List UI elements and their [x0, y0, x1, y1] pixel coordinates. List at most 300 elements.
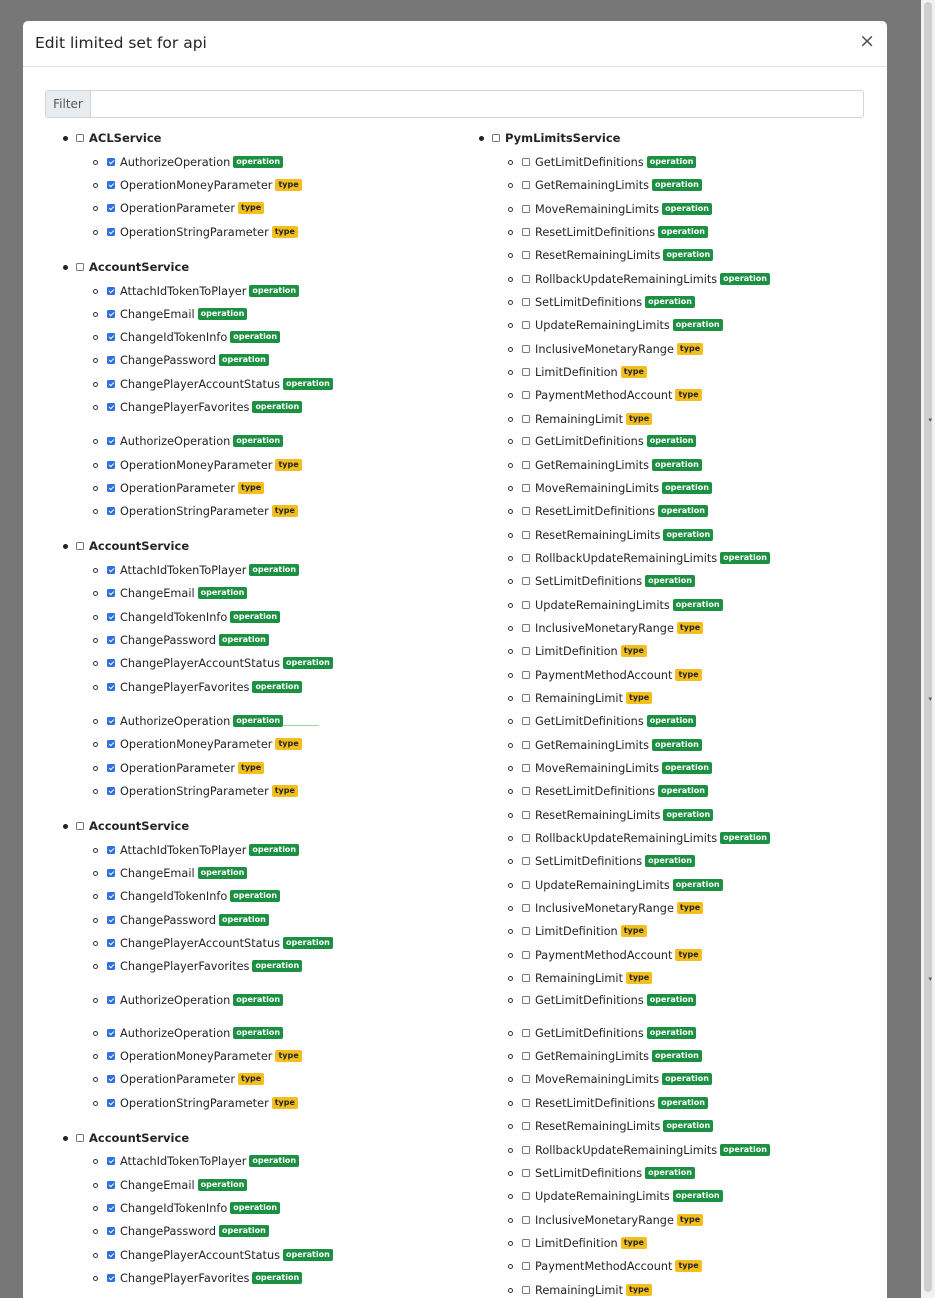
item-checkbox[interactable] — [522, 624, 530, 632]
item-label: ChangeEmail — [120, 307, 195, 321]
list-item — [508, 1282, 652, 1298]
item-label: AttachIdTokenToPlayer — [120, 284, 247, 298]
service-label: AccountService — [89, 260, 190, 274]
circle-bullet-icon — [508, 556, 513, 561]
operation-badge: operation — [219, 354, 269, 366]
circle-bullet-icon — [93, 463, 98, 468]
operation-badge: operation — [662, 762, 712, 774]
item-checkbox[interactable] — [522, 298, 530, 306]
operation-badge: operation — [720, 832, 770, 844]
operation-badge: operation — [647, 994, 697, 1006]
page-scrollbar[interactable] — [921, 0, 935, 1298]
circle-bullet-icon — [508, 533, 513, 538]
operation-badge: operation — [658, 505, 708, 517]
operation-badge: operation — [230, 1202, 280, 1214]
item-checkbox[interactable] — [522, 811, 530, 819]
operation-badge: operation — [233, 156, 283, 168]
circle-bullet-icon — [93, 918, 98, 923]
item-label: AuthorizeOperation — [120, 434, 231, 448]
item-label: ChangeIdTokenInfo — [120, 889, 228, 903]
list-item — [508, 877, 723, 893]
type-badge: type — [675, 1260, 701, 1272]
list-item — [508, 947, 702, 963]
circle-bullet-icon — [93, 789, 98, 794]
item-checkbox[interactable] — [522, 647, 530, 655]
item-checkbox[interactable] — [107, 717, 115, 725]
circle-bullet-icon — [93, 742, 98, 747]
list-item — [508, 573, 695, 589]
circle-bullet-icon — [508, 766, 513, 771]
operation-badge: operation — [249, 285, 299, 297]
circle-bullet-icon — [508, 836, 513, 841]
item-label: ResetLimitDefinitions — [535, 504, 656, 518]
list-item — [508, 690, 652, 706]
operation-badge: operation — [652, 459, 702, 471]
circle-bullet-icon — [93, 439, 98, 444]
type-badge: type — [677, 902, 703, 914]
item-checkbox[interactable] — [107, 287, 115, 295]
item-checkbox[interactable] — [107, 484, 115, 492]
item-checkbox[interactable] — [107, 158, 115, 166]
service-checkbox[interactable] — [76, 1134, 84, 1142]
circle-bullet-icon — [93, 1183, 98, 1188]
operation-badge: operation — [198, 867, 248, 879]
circle-bullet-icon — [508, 463, 513, 468]
list-item — [93, 958, 302, 974]
circle-bullet-icon — [508, 953, 513, 958]
item-checkbox[interactable] — [107, 1157, 115, 1165]
item-checkbox[interactable] — [522, 1286, 530, 1294]
item-checkbox[interactable] — [107, 228, 115, 236]
list-item — [508, 317, 723, 333]
item-checkbox[interactable] — [107, 566, 115, 574]
service-node — [63, 538, 189, 554]
circle-bullet-icon — [93, 591, 98, 596]
item-label: LimitDefinition — [535, 644, 618, 658]
item-checkbox[interactable] — [107, 380, 115, 388]
service-checkbox[interactable] — [76, 263, 84, 271]
service-checkbox[interactable] — [492, 134, 500, 142]
operation-badge: operation — [662, 1073, 712, 1085]
item-label: ResetRemainingLimits — [535, 1119, 661, 1133]
list-item — [508, 783, 708, 799]
list-item — [508, 457, 702, 473]
list-item — [508, 900, 703, 916]
item-checkbox[interactable] — [107, 589, 115, 597]
operation-badge: operation — [645, 296, 695, 308]
item-checkbox[interactable] — [522, 391, 530, 399]
operation-badge: operation — [249, 564, 299, 576]
circle-bullet-icon — [508, 1241, 513, 1246]
item-checkbox[interactable] — [107, 1204, 115, 1212]
item-checkbox[interactable] — [522, 601, 530, 609]
scrollbar-thumb[interactable] — [924, 2, 932, 1292]
list-item — [508, 807, 713, 823]
list-item — [508, 177, 702, 193]
list-item — [93, 224, 298, 240]
item-label: GetLimitDefinitions — [535, 1026, 644, 1040]
item-label: OperationMoneyParameter — [120, 737, 273, 751]
item-label: RemainingLimit — [535, 1283, 623, 1297]
operation-badge: operation — [283, 378, 333, 390]
circle-bullet-icon — [93, 1229, 98, 1234]
circle-bullet-icon — [508, 883, 513, 888]
circle-bullet-icon — [508, 649, 513, 654]
item-label: AttachIdTokenToPlayer — [120, 1154, 247, 1168]
item-label: ChangePlayerFavorites — [120, 1271, 250, 1285]
operation-badge: operation — [645, 575, 695, 587]
item-checkbox[interactable] — [522, 1169, 530, 1177]
close-button[interactable]: × — [859, 30, 875, 52]
type-badge: type — [677, 343, 703, 355]
item-label: OperationParameter — [120, 761, 235, 775]
list-item — [508, 364, 647, 380]
item-label: ChangePlayerAccountStatus — [120, 936, 281, 950]
circle-bullet-icon — [93, 486, 98, 491]
item-checkbox[interactable] — [107, 356, 115, 364]
list-item — [508, 853, 695, 869]
item-label: ResetLimitDefinitions — [535, 225, 656, 239]
operation-badge: operation — [252, 681, 302, 693]
type-badge: type — [621, 925, 647, 937]
list-item — [508, 737, 702, 753]
operation-badge: operation — [252, 1272, 302, 1284]
item-checkbox[interactable] — [107, 1099, 115, 1107]
scroll-marker-icon: ▾ — [928, 416, 932, 424]
item-label: RollbackUpdateRemainingLimits — [535, 551, 718, 565]
service-checkbox[interactable] — [76, 822, 84, 830]
item-checkbox[interactable] — [107, 659, 115, 667]
item-label: LimitDefinition — [535, 365, 618, 379]
item-checkbox[interactable] — [522, 717, 530, 725]
item-checkbox[interactable] — [107, 962, 115, 970]
item-checkbox[interactable] — [522, 834, 530, 842]
service-label: AccountService — [89, 1131, 190, 1145]
item-checkbox[interactable] — [522, 1052, 530, 1060]
item-checkbox[interactable] — [522, 507, 530, 515]
item-checkbox[interactable] — [522, 577, 530, 585]
item-checkbox[interactable] — [522, 461, 530, 469]
item-checkbox[interactable] — [107, 740, 115, 748]
circle-bullet-icon — [93, 1077, 98, 1082]
item-label: PaymentMethodAccount — [535, 668, 673, 682]
item-checkbox[interactable] — [522, 694, 530, 702]
item-checkbox[interactable] — [522, 321, 530, 329]
item-label: InclusiveMonetaryRange — [535, 621, 674, 635]
item-checkbox[interactable] — [107, 204, 115, 212]
item-checkbox[interactable] — [107, 1251, 115, 1259]
list-item — [93, 306, 247, 322]
item-label: ChangePlayerFavorites — [120, 680, 250, 694]
list-item — [508, 550, 770, 566]
item-checkbox[interactable] — [107, 939, 115, 947]
item-checkbox[interactable] — [107, 1052, 115, 1060]
service-node — [63, 130, 161, 146]
filter-input[interactable] — [91, 91, 863, 117]
list-item — [508, 433, 696, 449]
item-checkbox[interactable] — [107, 403, 115, 411]
item-checkbox[interactable] — [107, 1227, 115, 1235]
circle-bullet-icon — [508, 998, 513, 1003]
item-label: InclusiveMonetaryRange — [535, 1213, 674, 1227]
circle-bullet-icon — [508, 347, 513, 352]
item-label: OperationParameter — [120, 201, 235, 215]
circle-bullet-icon — [508, 230, 513, 235]
list-item — [93, 888, 280, 904]
operation-badge: operation — [230, 331, 280, 343]
item-checkbox[interactable] — [522, 1262, 530, 1270]
scroll-marker-icon: ▾ — [928, 695, 932, 703]
type-badge: type — [275, 459, 301, 471]
item-checkbox[interactable] — [107, 636, 115, 644]
item-checkbox[interactable] — [522, 415, 530, 423]
item-label: ChangePassword — [120, 353, 217, 367]
list-item — [93, 457, 302, 473]
item-checkbox[interactable] — [522, 158, 530, 166]
item-checkbox[interactable] — [107, 916, 115, 924]
list-item — [93, 1071, 264, 1087]
item-checkbox[interactable] — [522, 1239, 530, 1247]
list-item — [93, 760, 264, 776]
bullet-icon — [63, 824, 68, 829]
operation-badge: operation — [645, 1167, 695, 1179]
item-checkbox[interactable] — [522, 764, 530, 772]
item-checkbox[interactable] — [522, 974, 530, 982]
circle-bullet-icon — [508, 743, 513, 748]
modal-header — [23, 21, 887, 67]
item-checkbox[interactable] — [522, 787, 530, 795]
list-item — [508, 992, 696, 1008]
item-checkbox[interactable] — [107, 310, 115, 318]
item-label: ChangePlayerAccountStatus — [120, 377, 281, 391]
bullet-icon — [63, 1136, 68, 1141]
item-label: ChangePlayerAccountStatus — [120, 1248, 281, 1262]
circle-bullet-icon — [93, 1101, 98, 1106]
circle-bullet-icon — [93, 941, 98, 946]
service-node — [63, 818, 189, 834]
filter-label: Filter — [46, 91, 91, 117]
circle-bullet-icon — [93, 719, 98, 724]
circle-bullet-icon — [508, 696, 513, 701]
item-label: AttachIdTokenToPlayer — [120, 843, 247, 857]
circle-bullet-icon — [508, 976, 513, 981]
item-checkbox[interactable] — [522, 275, 530, 283]
list-item — [508, 247, 713, 263]
item-label: SetLimitDefinitions — [535, 854, 643, 868]
item-checkbox[interactable] — [107, 333, 115, 341]
scroll-marker-icon: ▾ — [928, 975, 932, 983]
list-item — [508, 970, 652, 986]
service-label: PymLimitsService — [505, 131, 621, 145]
circle-bullet-icon — [508, 906, 513, 911]
item-label: ResetRemainingLimits — [535, 808, 661, 822]
operation-badge: operation — [233, 994, 283, 1006]
type-badge: type — [238, 202, 264, 214]
item-label: LimitDefinition — [535, 1236, 618, 1250]
item-checkbox[interactable] — [522, 1192, 530, 1200]
item-checkbox[interactable] — [522, 996, 530, 1004]
circle-bullet-icon — [93, 871, 98, 876]
circle-bullet-icon — [93, 615, 98, 620]
list-item — [508, 1025, 696, 1041]
item-checkbox[interactable] — [522, 1029, 530, 1037]
item-checkbox[interactable] — [522, 205, 530, 213]
operation-badge: operation — [249, 844, 299, 856]
operation-badge: operation — [658, 226, 708, 238]
item-label: MoveRemainingLimits — [535, 1072, 660, 1086]
item-label: GetLimitDefinitions — [535, 155, 644, 169]
item-checkbox[interactable] — [522, 1099, 530, 1107]
item-checkbox[interactable] — [107, 683, 115, 691]
item-checkbox[interactable] — [107, 996, 115, 1004]
item-checkbox[interactable] — [522, 531, 530, 539]
item-label: RemainingLimit — [535, 971, 623, 985]
list-item — [93, 679, 302, 695]
list-item — [508, 1142, 770, 1158]
item-checkbox[interactable] — [522, 1075, 530, 1083]
item-checkbox[interactable] — [107, 787, 115, 795]
item-checkbox[interactable] — [522, 951, 530, 959]
circle-bullet-icon — [93, 1276, 98, 1281]
bullet-icon — [63, 136, 68, 141]
item-checkbox[interactable] — [522, 857, 530, 865]
item-label: RemainingLimit — [535, 691, 623, 705]
item-checkbox[interactable] — [107, 181, 115, 189]
item-label: RollbackUpdateRemainingLimits — [535, 1143, 718, 1157]
circle-bullet-icon — [508, 486, 513, 491]
item-checkbox[interactable] — [522, 671, 530, 679]
item-label: RollbackUpdateRemainingLimits — [535, 272, 718, 286]
item-checkbox[interactable] — [107, 1029, 115, 1037]
list-item — [93, 562, 299, 578]
type-badge: type — [621, 1237, 647, 1249]
circle-bullet-icon — [93, 312, 98, 317]
item-label: UpdateRemainingLimits — [535, 1189, 670, 1203]
item-checkbox[interactable] — [107, 1181, 115, 1189]
list-item — [508, 503, 708, 519]
list-item — [508, 830, 770, 846]
list-item — [93, 376, 333, 392]
item-checkbox[interactable] — [107, 613, 115, 621]
list-item — [508, 480, 712, 496]
item-checkbox[interactable] — [522, 251, 530, 259]
item-checkbox[interactable] — [522, 1122, 530, 1130]
operation-badge: operation — [663, 529, 713, 541]
type-badge: type — [272, 505, 298, 517]
circle-bullet-icon — [508, 626, 513, 631]
list-item — [93, 1095, 298, 1111]
list-item — [508, 1071, 712, 1087]
circle-bullet-icon — [508, 1218, 513, 1223]
circle-bullet-icon — [93, 405, 98, 410]
item-checkbox[interactable] — [107, 1075, 115, 1083]
circle-bullet-icon — [508, 789, 513, 794]
item-checkbox[interactable] — [107, 892, 115, 900]
type-badge: type — [675, 389, 701, 401]
circle-bullet-icon — [508, 719, 513, 724]
item-label: ChangeIdTokenInfo — [120, 610, 228, 624]
bullet-icon — [63, 544, 68, 549]
item-checkbox[interactable] — [522, 741, 530, 749]
service-node — [63, 259, 189, 275]
circle-bullet-icon — [508, 579, 513, 584]
item-label: PaymentMethodAccount — [535, 1259, 673, 1273]
circle-bullet-icon — [93, 1206, 98, 1211]
item-checkbox[interactable] — [107, 764, 115, 772]
item-label: GetLimitDefinitions — [535, 714, 644, 728]
list-item — [508, 713, 696, 729]
item-label: AuthorizeOperation — [120, 1026, 231, 1040]
service-checkbox[interactable] — [76, 542, 84, 550]
list-item — [508, 341, 703, 357]
list-item — [93, 783, 298, 799]
item-label: GetRemainingLimits — [535, 458, 650, 472]
item-checkbox[interactable] — [522, 368, 530, 376]
list-item — [93, 154, 283, 170]
service-node — [479, 130, 620, 146]
item-label: OperationParameter — [120, 481, 235, 495]
item-checkbox[interactable] — [522, 1216, 530, 1224]
type-badge: type — [621, 366, 647, 378]
circle-bullet-icon — [508, 673, 513, 678]
item-checkbox[interactable] — [522, 228, 530, 236]
circle-bullet-icon — [508, 603, 513, 608]
type-badge: type — [675, 949, 701, 961]
item-checkbox[interactable] — [107, 507, 115, 515]
item-checkbox[interactable] — [107, 1274, 115, 1282]
list-item — [93, 865, 247, 881]
item-label: UpdateRemainingLimits — [535, 598, 670, 612]
item-label: AuthorizeOperation — [120, 993, 231, 1007]
list-item — [508, 643, 647, 659]
item-checkbox[interactable] — [522, 484, 530, 492]
item-checkbox[interactable] — [107, 869, 115, 877]
item-checkbox[interactable] — [522, 181, 530, 189]
item-label: OperationStringParameter — [120, 225, 269, 239]
circle-bullet-icon — [93, 382, 98, 387]
item-checkbox[interactable] — [522, 1146, 530, 1154]
list-item — [508, 1048, 702, 1064]
item-label: OperationParameter — [120, 1072, 235, 1086]
list-item — [93, 329, 280, 345]
list-item — [93, 992, 283, 1008]
item-checkbox[interactable] — [522, 345, 530, 353]
operation-badge: operation — [673, 879, 723, 891]
item-label: ChangeEmail — [120, 586, 195, 600]
service-checkbox[interactable] — [76, 134, 84, 142]
list-item — [93, 1177, 247, 1193]
list-item — [93, 1223, 269, 1239]
list-item — [93, 1048, 302, 1064]
item-checkbox[interactable] — [522, 904, 530, 912]
item-checkbox[interactable] — [522, 437, 530, 445]
item-checkbox[interactable] — [107, 437, 115, 445]
circle-bullet-icon — [508, 1288, 513, 1293]
item-checkbox[interactable] — [107, 461, 115, 469]
operation-badge: operation — [663, 249, 713, 261]
item-checkbox[interactable] — [522, 881, 530, 889]
item-label: PaymentMethodAccount — [535, 948, 673, 962]
operation-badge: operation — [652, 739, 702, 751]
item-label: InclusiveMonetaryRange — [535, 901, 674, 915]
list-item — [93, 585, 247, 601]
item-checkbox[interactable] — [522, 927, 530, 935]
operation-badge: operation — [647, 715, 697, 727]
circle-bullet-icon — [508, 370, 513, 375]
operation-badge: operation — [233, 715, 283, 727]
item-checkbox[interactable] — [522, 554, 530, 562]
item-checkbox[interactable] — [107, 846, 115, 854]
